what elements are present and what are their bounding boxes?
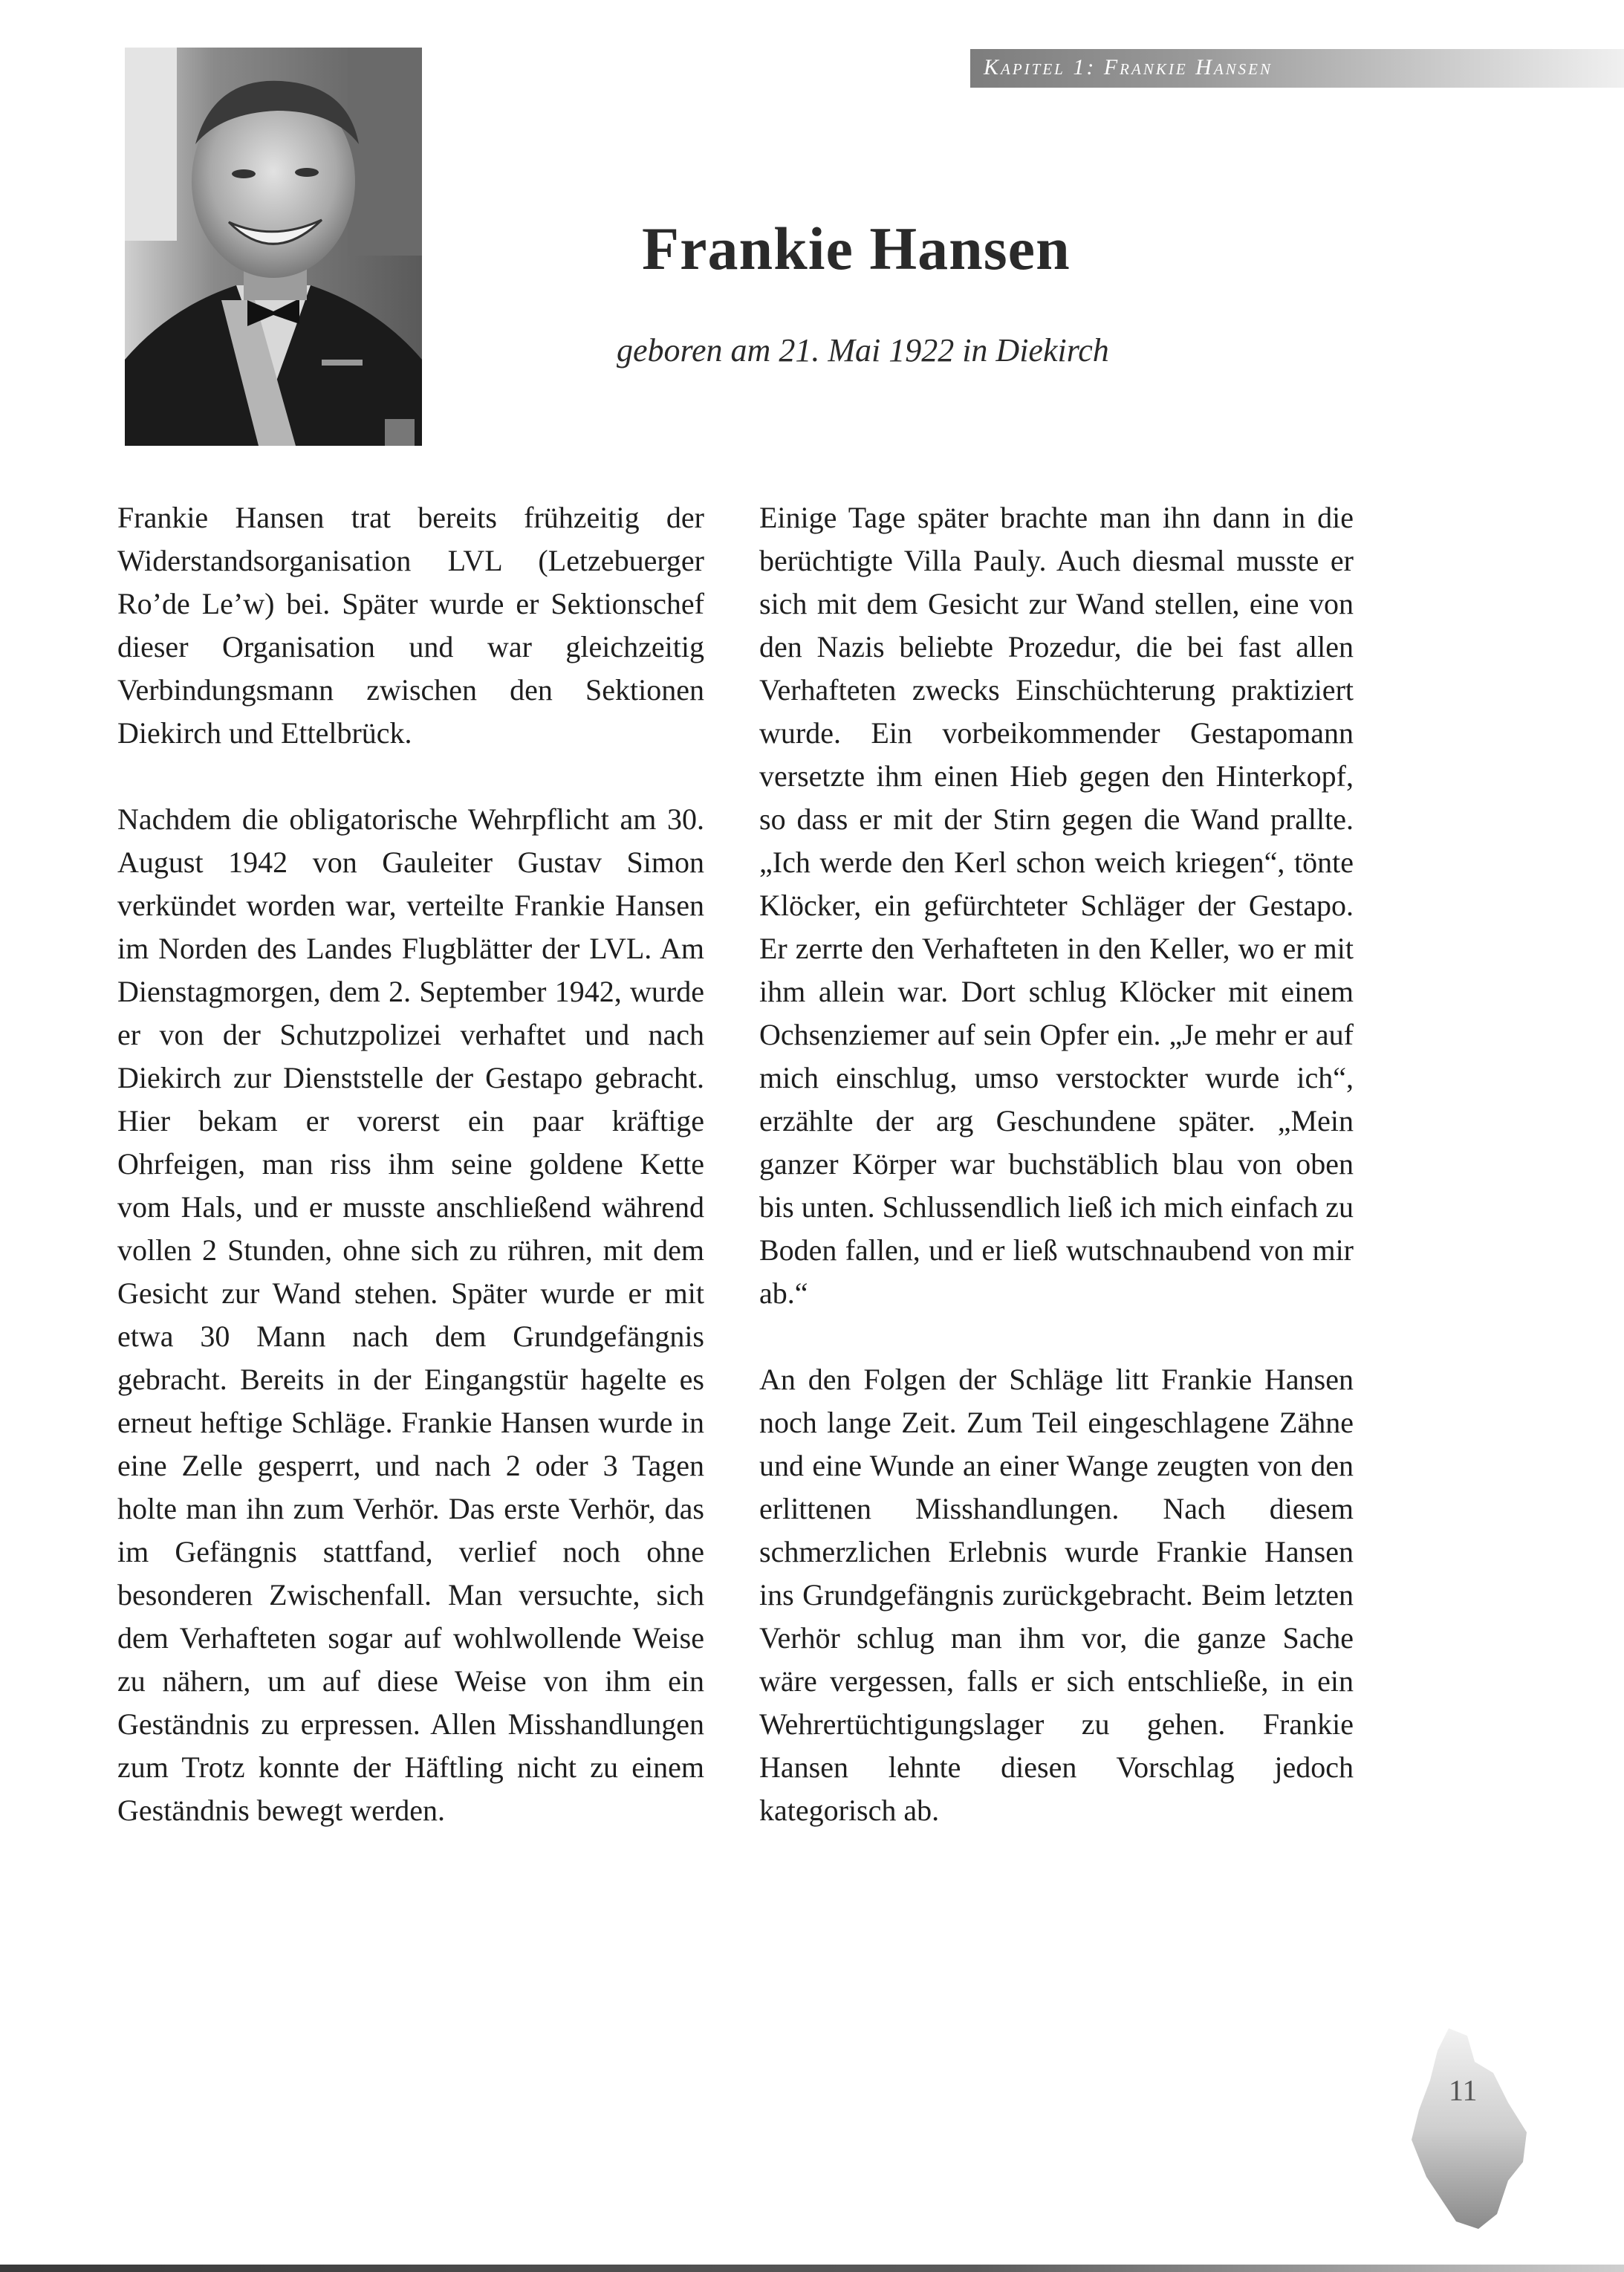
page-number: 11 <box>1449 2074 1478 2107</box>
paragraph: An den Folgen der Schläge litt Frankie Hansen noch lange Zeit. Zum Teil eingeschlagene Zähne und eine Wunde an einer Wange zeugten von den erlittenen Misshandlungen. Nach diesem schmerzlichen Erlebnis wurde Frankie Hansen ins Grundgefängnis zurückgebracht. Beim letzten Verhör schlug man ihm vor, die ganze Sache wäre vergessen, falls er sich entschließe, in ein Wehrertüchtigungslager zu gehen. Frankie Hansen lehnte diesen Vorschlag jedoch kategorisch ab. <box>759 1363 1354 1827</box>
paragraph: Frankie Hansen trat bereits frühzeitig der Widerstandsorganisation LVL (Letzebuerger Ro’de Le’w) bei. Später wurde er Sektionschef dieser Organisation und war gleichzeitig Verbindungsmann zwischen den Sektionen Diekirch und Ettelbrück. <box>117 501 704 750</box>
chapter-header-band <box>970 49 1624 88</box>
paragraph: Nachdem die obligatorische Wehrpflicht am 30. August 1942 von Gauleiter Gustav Simon verkündet worden war, verteilte Frankie Hansen im Norden des Landes Flugblätter der LVL. Am Dienstagmorgen, dem 2. September 1942, wurde er von der Schutzpolizei verhaftet und nach Diekirch zur Dienststelle der Gestapo gebracht. Hier bekam er vorerst ein paar kräftige Ohrfeigen, man riss ihm seine goldene Kette vom Hals, und er musste anschließend während vollen 2 Stunden, ohne sich zu rühren, mit dem Gesicht zur Wand stehen. Später wurde er mit etwa 30 Mann nach dem Grundgefängnis gebracht. Bereits in der Eingangstür hagelte es erneut heftige Schläge. Frankie Hansen wurde in eine Zelle gesperrt, und nach 2 oder 3 Tagen holte man ihn zum Verhör. Das erste Verhör, das im Gefängnis stattfand, verlief noch ohne besonderen Zwischenfall. Man versuchte, sich dem Verhafteten sogar auf wohlwollende Weise zu nähern, um auf diese Weise von ihm ein Geständnis zu erpressen. Allen Misshandlungen zum Trotz konnte der Häftling nicht zu einem Geständnis bewegt werden. <box>117 802 704 1827</box>
page-subtitle: geboren am 21. Mai 1922 in Diekirch <box>617 332 1109 369</box>
luxembourg-map-icon <box>1397 2021 1545 2236</box>
text-column-left <box>117 496 704 1875</box>
text-column-right <box>759 496 1354 1875</box>
paragraph: Einige Tage später brachte man ihn dann in die berüchtigte Villa Pauly. Auch diesmal musste er sich mit dem Gesicht zur Wand stellen, eine von den Nazis beliebte Prozedur, die bei fast allen Verhafteten zwecks Einschüchterung praktiziert wurde. Ein vorbeikommender Gestapomann versetzte ihm einen Hieb gegen den Hinterkopf, so dass er mit der Stirn gegen die Wand prallte. „Ich werde den Kerl schon weich kriegen“, tönte Klöcker, ein gefürchteter Schläger der Gestapo. Er zerrte den Verhafteten in den Keller, wo er mit ihm allein war. Dort schlug Klöcker mit einem Ochsenziemer auf sein Opfer ein. „Je mehr er auf mich einschlug, umso verstockter wurde ich“, erzählte der arg Geschundene später. „Mein ganzer Körper war buchstäblich blau von oben bis unten. Schlussendlich ließ ich mich einfach zu Boden fallen, und er ließ wutschnaubend von mir ab.“ <box>759 501 1354 1310</box>
portrait-image <box>125 48 422 446</box>
bottom-rule <box>0 2265 1624 2272</box>
map-shape <box>1397 2021 1545 2236</box>
page-title: Frankie Hansen <box>642 215 1071 282</box>
portrait-photo <box>125 48 422 446</box>
chapter-label: Kapitel 1: Frankie Hansen <box>984 55 1273 79</box>
